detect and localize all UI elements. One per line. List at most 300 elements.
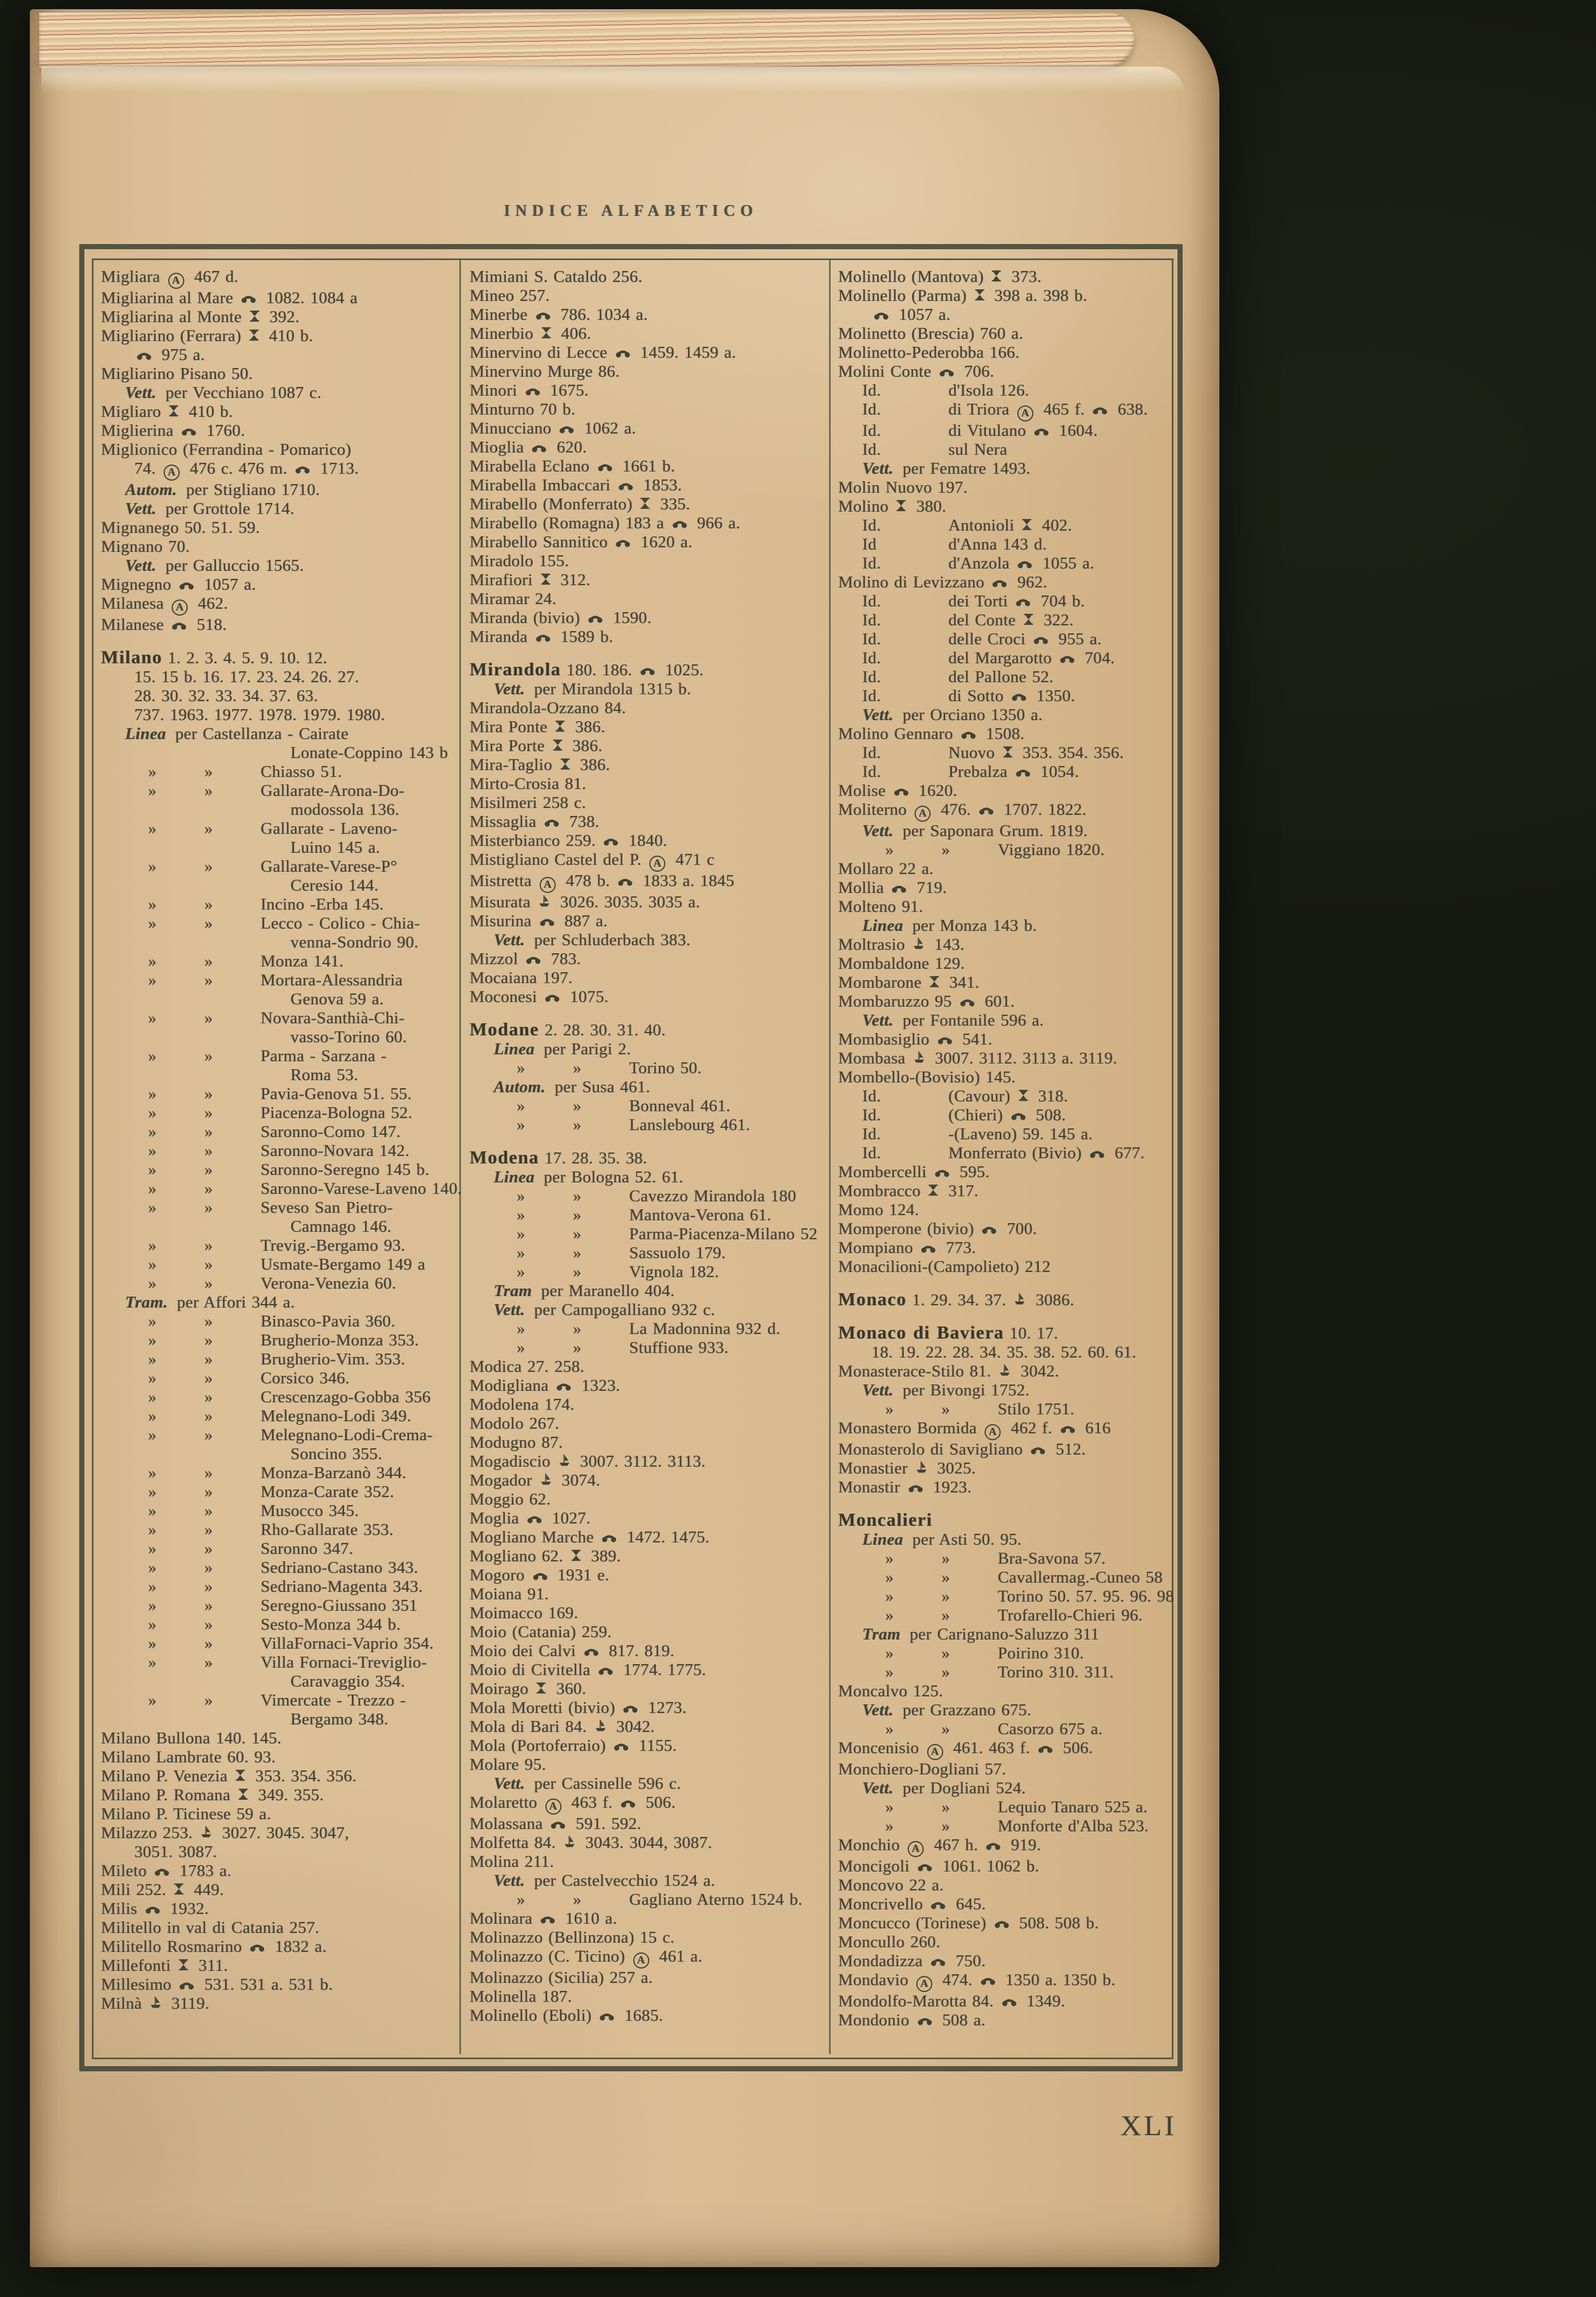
- ditto-mark: »: [573, 1339, 582, 1357]
- index-line: Mola Moretti (bivio) 1273.: [470, 1699, 687, 1717]
- index-line: Id. di Vitulano 1604.: [862, 421, 1098, 440]
- index-line: Monasterolo di Savigliano 512.: [838, 1440, 1086, 1459]
- phone-icon: [1031, 1447, 1045, 1455]
- ditto-id-label: Id.: [862, 630, 881, 648]
- index-line: Mombaldone 129.: [838, 954, 965, 973]
- index-line: » » Trevig.-Bergamo 93.: [148, 1236, 406, 1255]
- index-line: Soncino 355.: [290, 1445, 382, 1463]
- ship-icon: [595, 1719, 606, 1732]
- phone-icon: [874, 312, 889, 320]
- index-line: Modugno 87.: [470, 1433, 563, 1452]
- ditto-mark: »: [942, 841, 950, 859]
- phone-icon: [533, 1572, 548, 1580]
- index-line: Moio di Civitella 1774. 1775.: [470, 1661, 707, 1679]
- index-line: Id. del Margarotto 704.: [862, 649, 1115, 667]
- index-line: Modolo 267.: [470, 1414, 560, 1433]
- ditto-mark: »: [148, 1331, 157, 1349]
- ditto-mark: »: [148, 914, 157, 933]
- index-line: Id. Prebalza 1054.: [862, 763, 1079, 781]
- index-line: » » Sesto-Monza 344 b.: [148, 1615, 401, 1634]
- ditto-mark: »: [148, 782, 157, 800]
- ditto-mark: »: [148, 1521, 157, 1539]
- ditto-mark: »: [148, 1634, 157, 1653]
- ditto-mark: »: [204, 763, 213, 781]
- phone-icon: [145, 1906, 160, 1914]
- phone-icon: [588, 615, 603, 623]
- index-line: » » Casorzo 675 a.: [885, 1720, 1103, 1738]
- index-line: Moggio 62.: [470, 1490, 551, 1509]
- ditto-mark: »: [148, 1085, 157, 1103]
- index-line: Monastier 3025.: [838, 1459, 976, 1478]
- telegraph-icon: [174, 1883, 184, 1895]
- ditto-mark: »: [942, 1798, 950, 1816]
- ditto-mark: »: [204, 1180, 213, 1198]
- index-line: » » Pavia-Genova 51. 55.: [148, 1085, 412, 1103]
- index-line: Molini Conte 706.: [838, 362, 994, 381]
- index-line: Id. di Triora A 465 f. 638.: [838, 400, 1167, 421]
- index-line: » » Vimercate - Trezzo -: [148, 1691, 406, 1710]
- index-line: Milnà 3119.: [101, 1994, 210, 2013]
- index-line: Mondavio A 474. 1350 a. 1350 b.: [838, 1971, 1167, 1992]
- index-column-1: [101, 268, 462, 2013]
- index-line: Misilmeri 258 c.: [470, 794, 586, 812]
- index-line: Molteno 91.: [838, 898, 924, 916]
- index-line: » » Verona-Venezia 60.: [148, 1274, 397, 1293]
- index-line: Linea per Parigi 2.: [494, 1040, 632, 1058]
- ditto-mark: »: [204, 1198, 213, 1217]
- index-line: Id. delle Croci 955 a.: [862, 630, 1102, 648]
- ditto-id-label: Id.: [862, 440, 881, 459]
- service-type-label: Vett.: [494, 931, 525, 949]
- index-line: Mirabello (Monferrato) 335.: [470, 495, 691, 513]
- index-line: Vett. per Saponara Grum. 1819.: [862, 822, 1088, 840]
- entry-gap: [838, 1277, 1167, 1290]
- telegraph-icon: [179, 1959, 188, 1971]
- ditto-mark: »: [204, 1483, 213, 1501]
- index-line: Vett. per Campogalliano 932 c.: [494, 1301, 715, 1319]
- index-line: Molinazzo (Sicilia) 257 a.: [470, 1969, 653, 1987]
- index-line: Mignano 70.: [101, 537, 190, 556]
- ditto-id-label: Id.: [862, 668, 881, 686]
- index-line: » » Piacenza-Bologna 52.: [148, 1104, 413, 1122]
- headword: Monaco: [838, 1289, 907, 1309]
- index-line: Id. sul Nera: [862, 440, 1008, 459]
- ditto-mark: »: [148, 1483, 157, 1501]
- phone-icon: [1011, 1112, 1026, 1120]
- ditto-mark: »: [204, 1653, 213, 1672]
- ditto-mark: »: [148, 1104, 157, 1122]
- index-line: » » Gallarate-Arona-Do-: [148, 782, 405, 800]
- index-line: Ceresio 144.: [290, 876, 379, 895]
- ditto-mark: »: [148, 1502, 157, 1520]
- phone-icon: [640, 667, 655, 675]
- autom-circle-a-icon: A: [927, 1744, 943, 1760]
- phone-icon: [615, 350, 630, 358]
- service-type-label: Linea: [494, 1040, 535, 1058]
- index-line: Vett. per Mirandola 1315 b.: [494, 680, 692, 698]
- ditto-mark: »: [148, 1142, 157, 1160]
- ditto-mark: »: [148, 1653, 157, 1672]
- phone-icon: [598, 463, 613, 471]
- ditto-mark: »: [148, 857, 157, 876]
- ditto-id-label: Id.: [862, 1106, 881, 1124]
- ditto-id-label: Id.: [862, 421, 881, 440]
- index-line: Minervino Murge 86.: [470, 362, 620, 381]
- ditto-mark: »: [517, 1244, 525, 1262]
- service-type-label: Tram.: [125, 1293, 168, 1312]
- index-line: 18. 19. 22. 28. 34. 35. 38. 52. 60. 61.: [871, 1343, 1137, 1362]
- index-line: Molinello (Parma) 398 a. 398 b.: [838, 287, 1087, 305]
- ditto-mark: »: [517, 1339, 525, 1357]
- phone-icon: [1016, 769, 1031, 777]
- index-line: » » Sedriano-Castano 343.: [148, 1559, 419, 1577]
- index-line: Mileto 1783 a.: [101, 1862, 232, 1880]
- service-type-label: Autom.: [125, 481, 177, 499]
- index-line: » » Torino 50. 57. 95. 96. 98: [885, 1587, 1175, 1606]
- telegraph-icon: [896, 500, 906, 512]
- index-line: Monasterace-Stilo 81. 3042.: [838, 1362, 1060, 1380]
- ditto-mark: »: [885, 1798, 894, 1816]
- ditto-mark: »: [942, 1720, 950, 1738]
- index-line: Moio (Catania) 259.: [470, 1623, 612, 1641]
- ditto-mark: »: [148, 1596, 157, 1615]
- phone-icon: [551, 1821, 565, 1829]
- index-line: » » Brugherio-Monza 353.: [148, 1331, 419, 1349]
- entry-gap: [838, 1497, 1167, 1510]
- telegraph-icon: [555, 720, 565, 732]
- index-line: Milis 1932.: [101, 1900, 209, 1918]
- ditto-mark: »: [148, 763, 157, 781]
- index-line: Migliaro 410 b.: [101, 403, 233, 421]
- phone-icon: [544, 819, 559, 827]
- service-type-label: Vett.: [862, 459, 894, 478]
- ditto-id-label: Id.: [862, 744, 881, 762]
- index-line: » » Gallarate-Varese-P°: [148, 857, 398, 876]
- index-line: Id. -(Laveno) 59. 145 a.: [862, 1125, 1093, 1143]
- index-line: Modigliana 1323.: [470, 1376, 621, 1395]
- phone-icon: [672, 520, 687, 528]
- index-line: Migliarino (Ferrara) 410 b.: [101, 327, 313, 345]
- phone-icon: [908, 1484, 923, 1492]
- index-line: Moimacco 169.: [470, 1604, 579, 1622]
- index-line: Mombarone 341.: [838, 973, 979, 992]
- ditto-mark: »: [942, 1568, 950, 1587]
- index-line: Tram per Maranello 404.: [494, 1282, 675, 1300]
- index-line: Minturno 70 b.: [470, 400, 576, 419]
- headword: Mirandola: [470, 659, 561, 679]
- phone-icon: [894, 788, 909, 796]
- ditto-mark: »: [148, 1236, 157, 1255]
- ditto-mark: »: [573, 1059, 582, 1077]
- index-line: Vett. per Grazzano 675.: [862, 1701, 1032, 1719]
- telegraph-icon: [571, 1549, 581, 1561]
- index-line: Molinella 187.: [470, 1987, 572, 2006]
- ditto-mark: »: [204, 1123, 213, 1141]
- index-line: Linea per Castellanza - Cairate: [125, 725, 349, 743]
- autom-circle-a-icon: A: [168, 273, 184, 289]
- service-type-label: Vett.: [494, 680, 525, 698]
- index-line: Mignegno 1057 a.: [101, 575, 256, 594]
- page-number: XLI: [1120, 2109, 1177, 2141]
- phone-icon: [892, 885, 907, 893]
- index-line: Id. del Conte 322.: [862, 611, 1074, 629]
- index-line: Milano Bullona 140. 145.: [101, 1729, 282, 1747]
- service-type-label: Vett.: [862, 706, 894, 724]
- index-line: Mirafiori 312.: [470, 571, 591, 589]
- ditto-id-label: Id.: [862, 400, 881, 419]
- index-line: Monastir 1923.: [838, 1478, 972, 1496]
- ditto-mark: »: [204, 1540, 213, 1558]
- ditto-id-label: Id.: [862, 1144, 881, 1162]
- index-line: Mioglia 620.: [470, 438, 587, 457]
- ditto-mark: »: [204, 1577, 213, 1596]
- index-line: Molinazzo (C. Ticino) A 461 a.: [470, 1947, 822, 1969]
- index-line: Linea per Bologna 52. 61.: [494, 1168, 684, 1186]
- index-line: Milanesa A 462.: [101, 594, 454, 616]
- index-line: » » Lanslebourg 461.: [517, 1116, 750, 1134]
- entry-gap: [470, 1135, 822, 1148]
- index-line: » » Corsico 346.: [148, 1369, 350, 1387]
- index-line: » » Binasco-Pavia 360.: [148, 1312, 396, 1331]
- index-line: Mirabella Imbaccari 1853.: [470, 476, 683, 494]
- phone-icon: [614, 1743, 629, 1751]
- telegraph-icon: [640, 497, 650, 509]
- ship-icon: [540, 1473, 552, 1486]
- entry-gap: [470, 647, 822, 660]
- index-line: Autom. per Stigliano 1710.: [125, 481, 320, 499]
- index-line: Migliara A 467 d.: [101, 268, 454, 289]
- ditto-mark: »: [148, 1047, 157, 1065]
- ditto-mark: »: [204, 952, 213, 970]
- phone-icon: [986, 1842, 1001, 1850]
- ditto-mark: »: [204, 1274, 213, 1293]
- ditto-mark: »: [885, 1720, 894, 1738]
- ditto-mark: »: [148, 1350, 157, 1368]
- phone-icon: [603, 838, 618, 846]
- autom-circle-a-icon: A: [908, 1841, 924, 1857]
- ditto-id-label: Id.: [862, 381, 881, 400]
- index-line: Mirabello Sannitico 1620 a.: [470, 533, 693, 551]
- page-top-highlight: [41, 67, 1184, 93]
- index-line: Momo 124.: [838, 1201, 919, 1219]
- ditto-mark: »: [148, 1426, 157, 1444]
- index-line: Mira Porte 386.: [470, 737, 603, 755]
- index-line: Mili 252. 449.: [101, 1881, 224, 1899]
- phone-icon: [994, 1920, 1009, 1928]
- index-line: Vett. per Orciano 1350 a.: [862, 706, 1043, 724]
- ditto-mark: »: [204, 1634, 213, 1653]
- index-line: Vett. per Grottole 1714.: [125, 500, 295, 518]
- index-line: Moglia 1027.: [470, 1509, 591, 1528]
- ditto-mark: »: [148, 1274, 157, 1293]
- index-line: » » Torino 310. 311.: [885, 1663, 1114, 1681]
- ditto-mark: »: [517, 1320, 525, 1338]
- index-line: » » Cavallermag.-Cuneo 58: [885, 1568, 1163, 1587]
- index-line: Mogador 3074.: [470, 1471, 601, 1490]
- service-type-label: Linea: [862, 1530, 904, 1549]
- ditto-mark: »: [942, 1663, 950, 1681]
- index-line: Mistretta A 478 b. 1833 a. 1845: [470, 872, 822, 893]
- index-line: Mignanego 50. 51. 59.: [101, 519, 260, 537]
- ditto-mark: »: [204, 1350, 213, 1368]
- telegraph-icon: [553, 739, 563, 751]
- service-type-label: Vett.: [125, 384, 157, 402]
- telegraph-icon: [928, 1184, 938, 1196]
- index-line: » » Vignola 182.: [517, 1263, 719, 1281]
- index-line: Milano P. Venezia 353. 354. 356.: [101, 1767, 357, 1785]
- ditto-mark: »: [573, 1225, 582, 1243]
- telegraph-icon: [1024, 613, 1033, 625]
- ditto-mark: »: [204, 782, 213, 800]
- service-type-label: Tram: [494, 1282, 532, 1300]
- phone-icon: [982, 1226, 997, 1234]
- phone-icon: [917, 1863, 932, 1871]
- index-line: Genova 59 a.: [290, 990, 384, 1008]
- telegraph-icon: [238, 1788, 248, 1800]
- headword: Milano: [101, 647, 162, 667]
- index-line: Mimiani S. Cataldo 256.: [470, 268, 643, 286]
- index-column-3: [838, 268, 1175, 2030]
- phone-icon: [1060, 655, 1075, 663]
- index-line: Molino di Levizzano 962.: [838, 573, 1048, 591]
- telegraph-icon: [541, 573, 551, 585]
- telegraph-icon: [536, 1682, 546, 1694]
- index-line: 15. 15 b. 16. 17. 23. 24. 26. 27.: [134, 668, 359, 686]
- service-type-label: Vett.: [862, 1381, 894, 1399]
- index-line: Moncigoli 1061. 1062 b.: [838, 1857, 1040, 1876]
- index-line: » » Gagliano Aterno 1524 b.: [517, 1890, 803, 1909]
- ditto-mark: »: [148, 1559, 157, 1577]
- index-line: Minervino di Lecce 1459. 1459 a.: [470, 343, 737, 362]
- ditto-mark: »: [885, 1549, 894, 1568]
- headword: Modane: [470, 1019, 539, 1039]
- telegraph-icon: [1018, 1089, 1028, 1101]
- ship-icon: [150, 1996, 161, 2009]
- phone-icon: [536, 634, 551, 642]
- index-line: » » VillaFornaci-Vaprio 354.: [148, 1634, 434, 1653]
- index-line: Miglionico (Ferrandina - Pomarico): [101, 440, 351, 459]
- ditto-mark: »: [148, 1369, 157, 1387]
- index-line: Mombracco 317.: [838, 1182, 979, 1200]
- index-line: Id. Monferrato (Bivio) 677.: [862, 1144, 1145, 1162]
- index-line: Mola di Bari 84. 3042.: [470, 1718, 655, 1736]
- service-type-label: Vett.: [494, 1301, 525, 1319]
- index-headword-line: Milano 1. 2. 3. 4. 5. 9. 10. 12.: [101, 647, 328, 667]
- telegraph-icon: [560, 758, 570, 770]
- index-line: Modica 27. 258.: [470, 1358, 585, 1376]
- ditto-mark: »: [573, 1244, 582, 1262]
- index-line: Minerbe 786. 1034 a.: [470, 306, 648, 324]
- column-separator: [829, 260, 831, 2054]
- index-line: Molfetta 84. 3043. 3044, 3087.: [470, 1834, 712, 1852]
- ditto-mark: »: [148, 1464, 157, 1482]
- index-line: Moltrasio 143.: [838, 935, 965, 954]
- index-line: » » Monza 141.: [148, 952, 344, 970]
- service-type-label: Tram: [862, 1625, 901, 1644]
- ditto-mark: »: [148, 971, 157, 989]
- ditto-mark: »: [148, 1407, 157, 1425]
- index-line: Monchio A 467 h. 919.: [838, 1836, 1167, 1857]
- index-line: Miranda (bivio) 1590.: [470, 609, 652, 627]
- index-line: Migliarina al Monte 392.: [101, 308, 300, 326]
- index-line: Moncovo 22 a.: [838, 1876, 944, 1894]
- ditto-mark: »: [148, 1198, 157, 1217]
- ditto-mark: »: [204, 1312, 213, 1331]
- ditto-mark: »: [148, 1123, 157, 1141]
- index-line: » » Stuffione 933.: [517, 1339, 729, 1357]
- index-line: » » Sassuolo 179.: [517, 1244, 726, 1262]
- index-line: Misurina 887 a.: [470, 912, 608, 930]
- index-line: Miranda 1589 b.: [470, 628, 614, 646]
- index-line: » » Rho-Gallarate 353.: [148, 1521, 394, 1539]
- ditto-mark: »: [148, 952, 157, 970]
- ditto-mark: »: [148, 1540, 157, 1558]
- index-line: Molino 380.: [838, 497, 947, 516]
- phone-icon: [1060, 1425, 1075, 1433]
- index-line: » » Cavezzo Mirandola 180: [517, 1187, 797, 1205]
- phone-icon: [931, 1958, 946, 1966]
- phone-icon: [921, 1245, 936, 1253]
- index-line: Mondolfo-Marotta 84. 1349.: [838, 1992, 1066, 2010]
- entry-gap: [470, 1007, 822, 1020]
- index-line: Mira-Taglio 386.: [470, 756, 610, 774]
- index-line: Mompiano 773.: [838, 1239, 977, 1257]
- ditto-mark: »: [204, 1521, 213, 1539]
- index-line: » » Saronno 347.: [148, 1540, 354, 1558]
- telegraph-icon: [235, 1769, 245, 1781]
- phone-icon: [556, 1383, 571, 1391]
- ship-icon: [539, 895, 550, 907]
- phone-icon: [935, 1169, 950, 1177]
- index-line: Minerbio 406.: [470, 324, 591, 343]
- ditto-mark: »: [204, 1559, 213, 1577]
- index-line: Mistigliano Castel del P. A 471 c: [470, 850, 822, 872]
- index-line: » » Seveso San Pietro-: [148, 1198, 393, 1217]
- index-line: Id. del Pallone 52.: [862, 668, 1054, 686]
- ditto-mark: »: [885, 1817, 894, 1835]
- index-line: » » La Madonnina 932 d.: [517, 1320, 781, 1338]
- index-line: Vett. per Vecchiano 1087 c.: [125, 384, 321, 402]
- index-line: Mollaro 22 a.: [838, 860, 934, 878]
- index-headword-line: Monaco di Baviera 10. 17.: [838, 1322, 1059, 1343]
- index-headword-line: Monaco 1. 29. 34. 37. 3086.: [838, 1289, 1075, 1309]
- index-line: Milano P. Romana 349. 355.: [101, 1786, 324, 1804]
- index-line: » » Lecco - Colico - Chia-: [148, 914, 420, 933]
- ditto-mark: »: [148, 1009, 157, 1027]
- index-line: 3051. 3087.: [134, 1843, 218, 1861]
- ditto-mark: »: [148, 1312, 157, 1331]
- index-line: Minori 1675.: [470, 381, 589, 400]
- telegraph-icon: [991, 270, 1001, 282]
- index-line: Migliarino Pisano 50.: [101, 365, 253, 383]
- index-line: Bergamo 348.: [290, 1710, 389, 1728]
- index-line: Mombasiglio 541.: [838, 1030, 993, 1049]
- index-line: Vett. per Cassinelle 596 c.: [494, 1774, 681, 1793]
- index-line: Miramar 24.: [470, 590, 557, 608]
- index-line: » » Incino -Erba 145.: [148, 895, 384, 914]
- index-line: Mineo 257.: [470, 287, 550, 305]
- index-line: Luino 145 a.: [290, 838, 381, 857]
- ditto-id-label: Id.: [862, 763, 881, 781]
- index-line: Caravaggio 354.: [290, 1672, 405, 1691]
- phone-icon: [602, 1534, 617, 1542]
- autom-circle-a-icon: A: [915, 806, 931, 822]
- index-line: » » Gallarate - Laveno-: [148, 819, 398, 838]
- ditto-mark: »: [204, 1161, 213, 1179]
- index-line: Mombercelli 595.: [838, 1163, 990, 1181]
- index-line: Migliarina al Mare 1082. 1084 a: [101, 289, 358, 307]
- phone-icon: [623, 1705, 638, 1713]
